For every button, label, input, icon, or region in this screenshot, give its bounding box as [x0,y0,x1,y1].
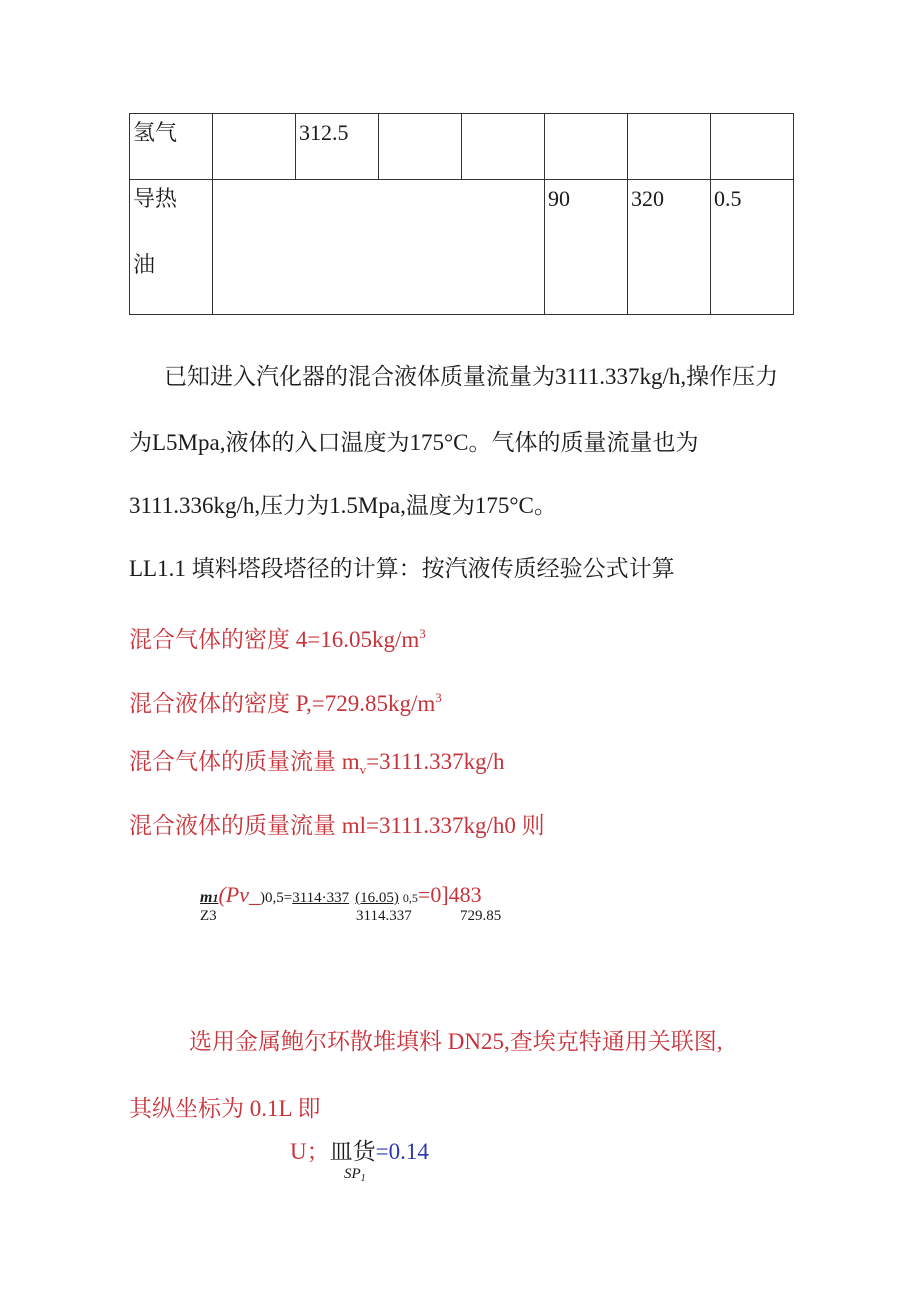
formula-paren: (16.05) [355,890,399,906]
ordinate-expression [290,1137,429,1167]
paragraph-line: 为L5Mpa,液体的入口温度为175°C。气体的质量流量也为 [129,430,699,455]
table-cell-merged [213,180,545,315]
ordinate-middle: 皿货 [329,1139,376,1164]
formula-exp2: 0,5 [402,891,418,905]
paragraph-line: 已知进入汽化器的混合液体质量流量为3111.337kg/h,操作压力 [164,364,779,389]
gas-density [129,619,426,655]
ordinate-value: =0.14 [375,1139,429,1164]
packing-line: 其纵坐标为 0.1L 即 [129,1096,321,1121]
table-cell [213,114,296,180]
table-cell [711,114,794,180]
formula-exp1: )0,5= [259,890,293,906]
data-table [129,113,794,315]
gas-density-sup: 3 [419,626,426,641]
paragraph-line: 3111.336kg/h,压力为1.5Mpa,温度为175°C。 [129,493,557,518]
gas-density-label: 混合气体的密度 4=16.05kg/m [129,627,420,652]
ordinate-sub: $SP_1$ [344,1166,366,1184]
table-cell: 312.5 [296,114,379,180]
formula-denom-mid: 3114.337 [356,908,412,924]
formula-denom-right: 729.85 [460,908,502,924]
table-cell [545,114,628,180]
gas-flow-sub: v [359,762,367,777]
table-cell: 氢气 [130,114,213,180]
formula-m: m1 [200,889,219,906]
formula-numerator: 3114·337 [292,890,350,906]
formula-result: =0]483 [417,882,482,907]
table-cell [628,114,711,180]
table-cell [130,180,213,315]
row-name-line2: 油 [133,252,156,277]
row-name-line1: 导热 [133,186,178,211]
liquid-density-sup: 3 [435,690,442,705]
table-cell [462,114,545,180]
packing-line: 选用金属鲍尔环散堆填料 DN25,查埃克特通用关联图, [189,1029,723,1054]
table-cell: 90 [545,180,628,315]
gas-flow-pre: 混合气体的质量流量 m [129,749,360,774]
table-cell [379,114,462,180]
formula-denom-left: Z3 [200,908,217,924]
section-heading: LL1.1 填料塔段塔径的计算：按汽液传质经验公式计算 [129,556,675,581]
liquid-density [129,683,442,719]
table-row [130,180,794,315]
gas-flow-post: =3111.337kg/h [366,749,505,774]
table-cell: 0.5 [711,180,794,315]
formula-numerator-line [200,882,482,908]
table-cell: 320 [628,180,711,315]
formula-pv: (Pv_ [218,882,260,907]
liquid-flow: 混合液体的质量流量 ml=3111.337kg/h0 则 [129,813,545,838]
gas-flow [129,747,505,785]
ordinate-u: U； [290,1139,330,1164]
liquid-density-label: 混合液体的密度 P,=729.85kg/m [129,691,436,716]
table-row [130,114,794,180]
